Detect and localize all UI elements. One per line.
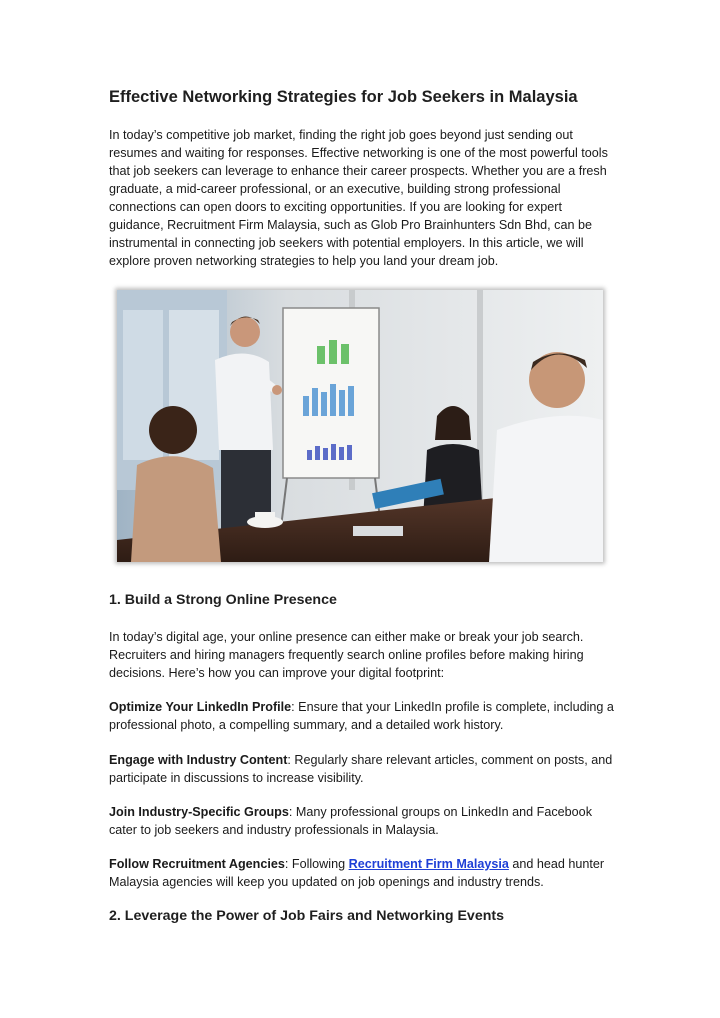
- tip-text: : Regularly share relevant articles, comment on posts, and participate in discussions to increase visibility.: [109, 753, 613, 785]
- tip-label: Engage with Industry Content: [109, 753, 288, 767]
- page-title: Effective Networking Strategies for Job Seekers in Malaysia: [109, 88, 578, 106]
- article-photo: [117, 290, 603, 562]
- tip-text-post: and head hunter Malaysia agencies will keep you updated on job openings and industry trends.: [109, 857, 605, 889]
- tip-label: Follow Recruitment Agencies: [109, 857, 285, 871]
- tip-text: : Many professional groups on LinkedIn and Facebook cater to job seekers and industry professionals in Malaysia.: [109, 805, 592, 837]
- tip-label: Join Industry-Specific Groups: [109, 805, 289, 819]
- tip-industry-content: [109, 751, 619, 787]
- section-2-heading: 2. Leverage the Power of Job Fairs and Networking Events: [109, 908, 504, 924]
- tip-label: Optimize Your LinkedIn Profile: [109, 700, 292, 714]
- tip-groups: [109, 803, 619, 839]
- section-1-heading: 1. Build a Strong Online Presence: [109, 592, 337, 608]
- recruitment-firm-link[interactable]: Recruitment Firm Malaysia: [348, 857, 509, 871]
- section-1-intro: In today’s digital age, your online presence can either make or break your job search. Recruiters and hiring managers frequently search online profiles before making hiring decisions. Here’s how you can improve your digital footprint:: [109, 630, 584, 680]
- tip-text: : Ensure that your LinkedIn profile is complete, including a professional photo, a compelling summary, and a detailed work history.: [109, 700, 614, 732]
- meeting-photo-illustration: [117, 290, 603, 562]
- tip-text-pre: : Following: [284, 857, 349, 871]
- intro-paragraph: In today’s competitive job market, finding the right job goes beyond just sending out resumes and waiting for responses. Effective networking is one of the most powerful tools that job seekers can leverage to enhance their career prospects. Whether you are a fresh graduate, a mid-career professional, or an executive, building strong professional connections can open doors to exciting opportunities. If you are looking for expert guidance, Recruitment Firm Malaysia, such as Glob Pro Brainhunters Sdn Bhd, can be instrumental in connecting job seekers with potential employers. In this article, we will explore proven networking strategies to help you land your dream job.: [109, 128, 608, 268]
- tip-linkedin: [109, 698, 619, 734]
- tip-recruitment-agencies: [109, 855, 619, 891]
